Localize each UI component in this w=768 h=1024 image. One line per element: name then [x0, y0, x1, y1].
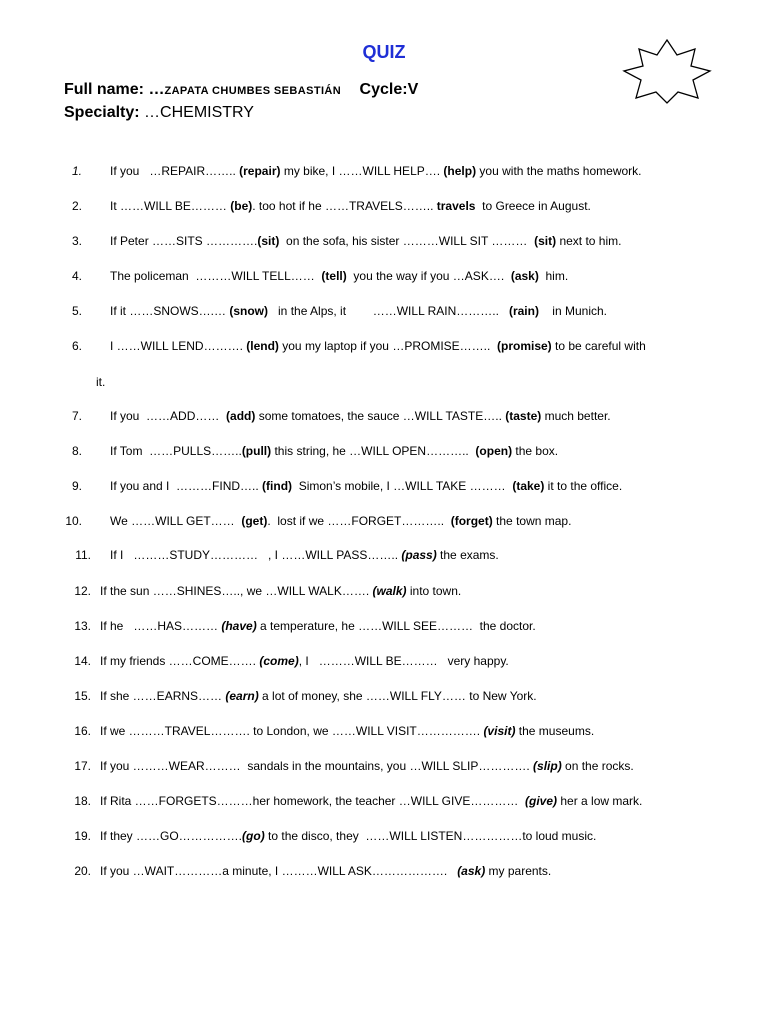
- cycle-label: Cycle:V: [359, 81, 419, 98]
- specialty-value: …CHEMISTRY: [139, 104, 254, 121]
- quiz-item-text: If Tom ……PULLS……..(pull) this string, he …WILL OPEN……….. (open) the box.: [110, 444, 559, 458]
- quiz-item-text: If she ……EARNS…… (earn) a lot of money, she ……WILL FLY…… to New York.: [100, 689, 537, 703]
- quiz-item-text: We ……WILL GET…… (get). lost if we ……FORGET……….. (forget) the town map.: [110, 514, 572, 528]
- quiz-item-text: If he ……HAS……… (have) a temperature, he ……WILL SEE……… the doctor.: [100, 619, 536, 633]
- quiz-item-text: If you ………WEAR……… sandals in the mountains, you …WILL SLIP…………. (slip) on the rocks.: [100, 759, 634, 773]
- quiz-item-text: If I ………STUDY………… , I ……WILL PASS…….. (pass) the exams.: [110, 548, 499, 562]
- item-6-continuation: it.: [96, 375, 106, 389]
- quiz-item-number: 12.: [74, 584, 91, 598]
- quiz-item-text: The policeman ………WILL TELL…… (tell) you the way if you …ASK…. (ask) him.: [110, 269, 569, 283]
- quiz-item-number: 4.: [71, 269, 82, 283]
- quiz-item-number: 18.: [74, 794, 91, 808]
- full-name-label: Full name: …: [64, 81, 165, 98]
- quiz-item-number: 10.: [65, 514, 82, 528]
- quiz-item-text: If we ………TRAVEL………. to London, we ……WILL VISIT……………. (visit) the museums.: [100, 724, 595, 738]
- quiz-item-number: 2.: [71, 199, 82, 213]
- quiz-item-number: 7.: [71, 409, 82, 423]
- quiz-item-number: 1.: [71, 164, 82, 178]
- quiz-item-text: If my friends ……COME……. (come), I ………WILL BE……… very happy.: [100, 654, 509, 668]
- quiz-item-number: 9.: [71, 479, 82, 493]
- quiz-item-text: If you and I ………FIND….. (find) Simon’s mobile, I …WILL TAKE ……… (take) it to the office.: [110, 479, 623, 493]
- star-icon: [622, 38, 712, 104]
- quiz-item-number: 5.: [71, 304, 82, 318]
- quiz-item-text: It ……WILL BE……… (be). too hot if he ……TRAVELS…….. travels to Greece in August.: [110, 199, 591, 213]
- full-name-value: ZAPATA CHUMBES SEBASTIÁN: [164, 85, 342, 97]
- quiz-item-text: If they ……GO…………….(go) to the disco, they ……WILL LISTEN……………to loud music.: [100, 829, 597, 843]
- quiz-item-number: 6.: [71, 339, 82, 353]
- quiz-item-text: If the sun ……SHINES….., we …WILL WALK……. (walk) into town.: [100, 584, 462, 598]
- quiz-item-number: 11.: [75, 548, 91, 562]
- quiz-item-text: If you …REPAIR…….. (repair) my bike, I ……WILL HELP…. (help) you with the maths homework.: [110, 164, 642, 178]
- quiz-item-text: If it ……SNOWS….… (snow) in the Alps, it ……WILL RAIN……….. (rain) in Munich.: [110, 304, 607, 318]
- quiz-item-number: 14.: [74, 654, 91, 668]
- quiz-item-number: 16.: [74, 724, 91, 738]
- quiz-item-text: I ……WILL LEND………. (lend) you my laptop if you …PROMISE…….. (promise) to be careful with: [110, 339, 646, 353]
- quiz-item-number: 8.: [71, 444, 82, 458]
- quiz-item-number: 3.: [71, 234, 82, 248]
- quiz-item-number: 15.: [74, 689, 91, 703]
- quiz-item-number: 19.: [74, 829, 91, 843]
- quiz-item-number: 20.: [74, 864, 91, 878]
- quiz-item-text: If Rita ……FORGETS………her homework, the teacher …WILL GIVE………… (give) her a low mark.: [100, 794, 643, 808]
- full-name-line: [64, 81, 418, 99]
- quiz-item-number: 17.: [74, 759, 91, 773]
- page-title: QUIZ: [362, 42, 406, 62]
- quiz-item-text: If you …WAIT…………a minute, I ………WILL ASK………………. (ask) my parents.: [100, 864, 552, 878]
- quiz-item-number: 13.: [74, 619, 91, 633]
- specialty-line: [64, 104, 254, 122]
- quiz-item-text: If you ……ADD…… (add) some tomatoes, the sauce …WILL TASTE….. (taste) much better.: [110, 409, 611, 423]
- specialty-label: Specialty:: [64, 104, 140, 121]
- quiz-item-text: If Peter ……SITS ………….(sit) on the sofa, his sister ………WILL SIT ……… (sit) next to him.: [110, 234, 622, 248]
